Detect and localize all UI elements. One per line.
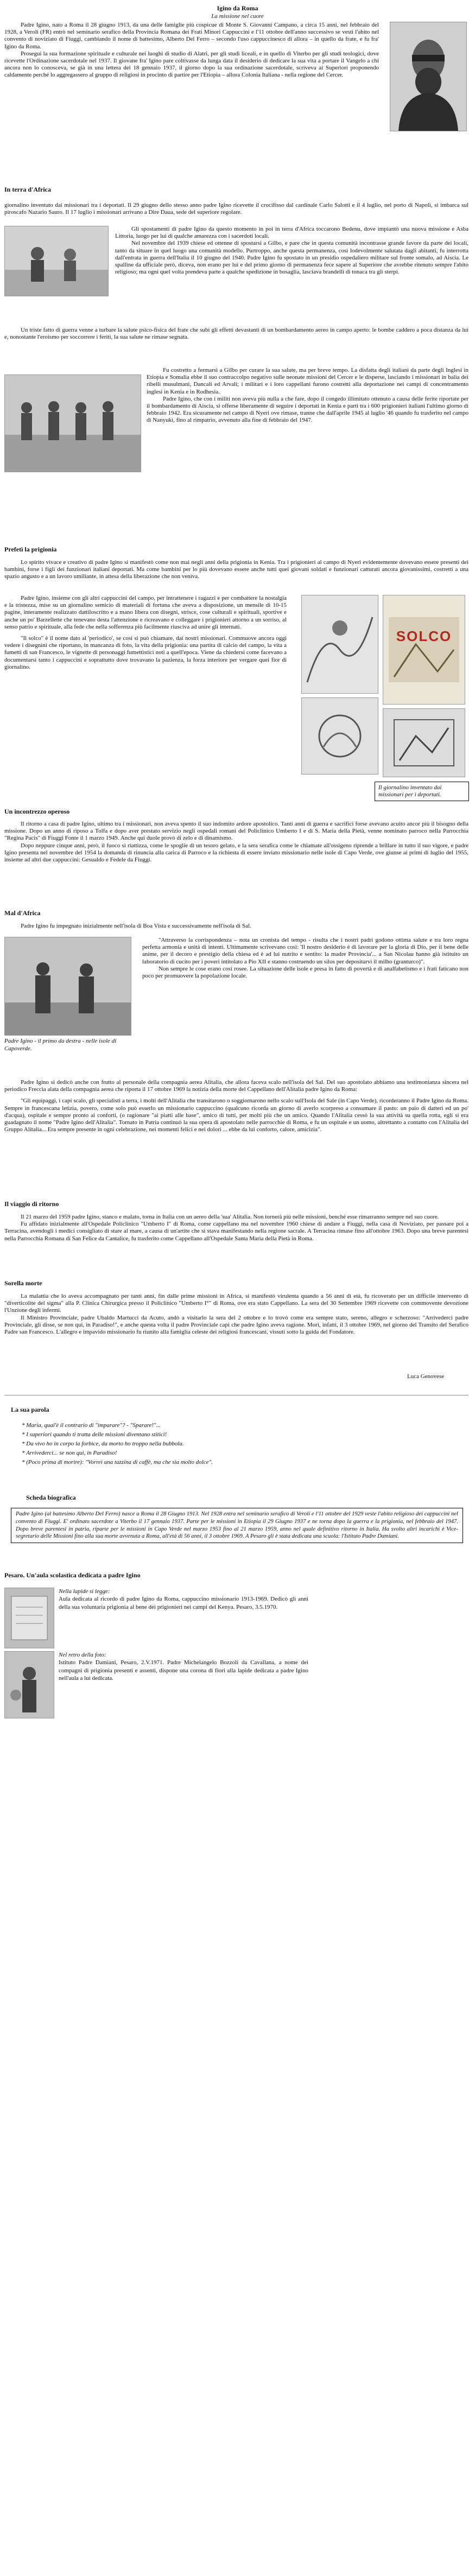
- capoverde-caption: Padre Igino - il primo da destra - nelle isole di Capoverde.: [4, 1038, 117, 1052]
- author-signature: Luca Genovese: [407, 1373, 445, 1380]
- solco-cover-image: [383, 595, 465, 704]
- portrait-photo: [390, 22, 467, 131]
- africa-paragraph-6: Padre Igino, che con i militi non aveva più nulla a che fare, dopo il congedo illimitato ottenuto a causa delle ferite riportate per il bombardamento di Aiscia, si offerse liberamente di seguire i deportati in Kenia e partì tra i 600 prigionieri italiani l'ultimo giorno di febbraio 1942. Era sicuramente nel campo di Nyeri ove rimase, tranne che dall'aprile 1945 al luglio '46 quando fu trasferito nel campo di Nanyuki, fino al rimpatrio, avvenuto alla fine di febbraio del 1947.: [147, 395, 468, 424]
- list-item: * Arrivederci... se non qui, in Paradiso!: [22, 1450, 117, 1457]
- quotes-list: [22, 1421, 213, 1467]
- africa-paragraph-4: Un triste fatto di guerra venne a turbare la salute psico-fisica del frate che subì gli effetti devastanti di un bombardamento aereo in campo aperto: le bombe caddero a poca distanza da lui e, nonostante l'eroismo per soccorrere i feriti, la sua salute ne rimase segnata.: [4, 327, 468, 341]
- title-block: [0, 4, 475, 21]
- africa-text-block: [115, 226, 468, 276]
- ritorno-text: [4, 1214, 468, 1242]
- incontro-paragraph-2: Dopo neppure cinque anni, però, il fuoco si riattizza, come le spoglie di un tesoro gelato, e la sera serafica come le chiamate all'ossigeno riprende a brillare in tutto il suo vigore, e padre Igino presenta nel novembre del 1954 la domanda di rinuncia alla carica di Parroco e la richiesta di essere inviato missionario nelle isole di Capo Verde, ove giunse ai primi di luglio del 1955, insieme ad altri due cappuccini: Gesualdo e Fedele da Fiuggi.: [4, 842, 468, 863]
- heading-ritorno: Il viaggio di ritorno: [4, 1200, 59, 1208]
- plaque-photo: [4, 1588, 54, 1648]
- incontro-text: [4, 821, 468, 864]
- solco-caption-box: Il giornalino inventato dai missionari per i deportati.: [375, 782, 469, 801]
- mal-africa-text-2: [4, 1079, 468, 1133]
- plaque-text: Aula dedicata al ricordo di padre Igino da Roma, cappuccino missionario 1913-1969. Dedicò gli anni della sua voluntaria prigionia al bene dei prigionieri nei campi del Kenya. Pesaro, 3.5.1970.: [59, 1596, 308, 1610]
- africa-paragraph-5: Fu costretto a fermarsi a Gilbo per curare la sua salute, ma per breve tempo. La disfatta degli italiani da parte degli Inglesi in Etiopia e Somalia ebbe il suo contraccolpo negativo sulle neonate missioni del Cercer e le disperse, lasciando i missionari in balìa dei ribelli musulmani, Dancali ed Arvali; i militari e i loro cappellani furono costretti alla deportazione nei campi di concentramento inglesi in Kenia e in Rodhesia.: [147, 367, 468, 395]
- incontro-paragraph-1: Il ritorno a casa di padre Igino, ultimo tra i missionari, non aveva spento il suo indomito ardore apostolico. Tanti anni di guerra e sacrifici forse avevano acuito ancor più il bisogno della missione. Dopo un anno di riposo a Tolfa e dopo aver prestato servizio negli ospedali romani del Policlinico Umberto I e di S. Maria della Pietà, venne nominato parroco nella Parrocchia "Regina Pacis" di Fiuggi Fonte il 1 marzo 1949. Anche qui duole provò di zelo e di dinamismo.: [4, 821, 468, 842]
- solco-cover-title: SOLCO: [396, 628, 452, 644]
- list-item: * (Poco prima di morire): "Vorrei una tazzina di caffè, ma che sia molto dolce".: [22, 1459, 213, 1466]
- prigionia-paragraph-3: "Il solco" è il nome dato al 'periodico', se così si può chiamare, dai nostri missionari. Commuove ancora oggi vedere i disegnini che riportano, in mancanza di foto, la vita della prigionia: una partita di calcio del campo, la vita a fumetti di san Francesco, le vignette di personaggi fumettistici noti a quell'epoca. Viene da chiedersi come facevano a documentarsi tanto i cappuccini e soprattutto dove trovavano la pazienza, la forza interiore per vergare quei fior di giornalino.: [4, 635, 287, 670]
- africa-paragraph-3: Nel novembre del 1939 chiese ed ottenne di spostarsi a Gilbo, e pare che in questa comunità incontrasse grande favore da parte dei locali, tanto da situare in quel luogo una comunità modello. Purtroppo, anche questa permanenza, così lodevolmente salutata dagli abitanti, fu interrotta dall'entrata in guerra dell'Italia il 10 giugno del 1940. Padre Igino fu spostato in un presidio ospedaliero militare sul fronte somalo, ad Aiscia. Le spalline da ufficiale però, diceva, non erano per lui e del primo giorno di permanenza fece sapere al Superiore che avrebbe ritenuto sempre l'abito religioso; ma ogni quel volta prendeva parte a qualche spedizione in bosaglia, lasciava brandelli di tonaca tra gli sterpi.: [115, 240, 468, 276]
- heading-scuola: Pesaro. Un'aula scolastica dedicata a padre Igino: [4, 1571, 141, 1579]
- solco-drawing-image: [302, 595, 378, 693]
- solco-drawing-2-image: [302, 698, 378, 774]
- africa-photo-image: [5, 226, 108, 296]
- list-item: * Da vivo ho in corpo la forbice, da morto ho troppo nella bubbola.: [22, 1441, 184, 1448]
- mal-africa-paragraph-2: "Attraverso la corrispondenza – nota un cronista del tempo - risulta che i nostri padri godono ottima salute e tra loro regna perfetta armonia e unità di intenti. Ultimamente scrivevano così: 'Il nostro desiderio è di lavorare per la gloria di Dio, per il bene delle anime, per il decoro e prestigio della chiesa ed è ad lui nutrito e sentito: la madre Provincia'... a San Nicolau hanno già istituito un laboratorio di cucito per i poveri intitolato a Pio XII e stanno costruendo un silos per depositarvi il milho (granturco)".: [142, 937, 468, 965]
- plaque-image: [5, 1588, 54, 1648]
- africa-paragraph-2: Gli spostamenti di padre Igino da questo momento in poi in terra d'Africa toccarono Bedenu, dove impiantò una nuova missione e Asba Littoria, luogo per lui di qualche amarezza con i sacerdoti locali.: [115, 226, 468, 240]
- intro-paragraph-2: Proseguì la sua formazione spirituale e culturale nei luoghi di studio di Alatri, per gli studi liceali, e in quello di Viterbo per gli studi teologici, dove ricevette l'Ordinazione sacerdotale nel 1937. Il giovane fra' Igino pare coltivasse da lunga data il desiderio di dedicare la sua vita a portare il Vangelo a chi ancora non lo conosceva, se già in una lettera del 18 gennaio 1937, il giorno dopo la sua ordinazione sacerdotale, scriveva ai Superiori proponendo caldamente perché lo aggregassero al gruppo di religiosi in procinto di partire per l'Etiopia – allora Colonia Italiana - nella regione del Cercer.: [4, 50, 379, 79]
- bio-box: Padre Igino (al battesimo Alberto Del Ferro) nasce a Roma il 28 Giugno 1913. Nel 1928 entra nel seminario serafico di Veroli e l'11 ottobre del 1929 veste l'abito religioso dei cappuccini nel convento di Fiuggi. E' ordinato sacerdote a Viterbo il 17 gennaio 1937. Parte per le missioni in Etiopia il 29 Giugno 1937 e ne torna dopo la guerra e la prigionia, nel febbraio del 1947. Dopo breve parentesi in patria, riparte per le missioni in Capo Verde nel marzo 1953 fino al 21 marzo 1959, anno nel quale definitivo ritorno in Italia. Ha svolto altri incarichi è Vice-segretario delle Missioni fino alla sua morte avvenuta a Roma, all'età di 56 anni, il 3 ottobre 1969. A Pesaro gli è stata dedicata una scuola: l'Istituto Padre Damiani.: [11, 1508, 463, 1543]
- ceremony-photo: [4, 1651, 54, 1718]
- capoverde-photo: [4, 937, 131, 1036]
- prigionia-paragraph-1: Lo spirito vivace e creativo di padre Igino si manifestò come non mai negli anni della prigionia in Kenia. Tra i prigionieri al campo di Nyeri evidentemente dovevano essere presenti dei bambini, forse i figli dei funzionari italiani deportati. Ma come bambini per lo più dovevano essere anche tutti quei giovani soldati e funzionari catturati ancora giovanissimi, costretti a una spazio angusto e a un lavoro umiliante, in attesa della liberazione che non veniva.: [4, 559, 468, 580]
- heading-scheda: Scheda biografica: [26, 1494, 76, 1501]
- africa-text-block-2: [4, 327, 468, 341]
- ceremony-image: [5, 1652, 54, 1718]
- prigionia-intro: [4, 559, 468, 581]
- ceremony-intro: Nel retro della foto:: [59, 1652, 106, 1658]
- morte-text: [4, 1293, 468, 1336]
- heading-parola: La sua parola: [11, 1406, 49, 1413]
- solco-cover: [383, 595, 465, 705]
- prigionia-paragraph-2: Padre Igino, insieme con gli altri cappuccini del campo, per intrattenere i ragazzi e per combattere la nostalgia e la tristezza, mise su un giornalino semicio di materiali di fortuna che aveva a disposizione, un mensile di 10-15 pagine, interamente realizzato dattiloscritto e a mano libera con disegni, strisce, cose culturali e spirituali, sportive e anche un po' Barzellette che tenevano desta l'attenzione e ricreavano e colleggare i prigionieri attorno a un sorriso, al senso patrio e spirituale, alla fede che nella sofferenza più facilmente riusciva ad unire gli internati.: [4, 595, 287, 630]
- prigionia-text-block: [4, 595, 287, 671]
- africa-mission-photo: [4, 226, 109, 296]
- heading-morte: Sorella morte: [4, 1279, 42, 1287]
- morte-paragraph-2: Il Ministro Provinciale, padre Ubaldo Martucci da Acuto, andò a visitarlo la sera del 2 ottobre e lo trovò come era sempre stato, sereno, allegro e scherzoso: "Arrivederci padre Provinciale, gli disse, se non qui, in Paradiso!", e anche questa volta il padre Provinciale capì che padre Igino aveva ragione. Morì, infatti, il 3 ottobre 1969, nel giorno del Transito del Serafico Padre san Francesco. L'allegro e impavido missionario fu riunito alla famiglia celeste dei religiosi francescani, vissuti sotto la guida del Fondatore.: [4, 1314, 468, 1335]
- ritorno-paragraph-2: Fu affidato inizialmente all'Ospedale Policlinico "Umberto I" di Roma, come cappellano ma nel novembre 1960 chiese di andare a Fiuggi, nella casa di Noviziato, per passare poi a Terracina, avendogli i medici consigliato di stare al mare, a causa di un'artite che si stava manifestando nella regione sacrale. A Terracina rimase fino all'ottobre 1963. Dopo una breve parentesi nella Parrocchia Romana di San Felice da Cantalice, fu trasferito come Cappellano all'Ospedale Santa Maria della Pietà in Roma.: [4, 1221, 468, 1242]
- ceremony-text: Istituto Padre Damiani, Pesaro, 2.V.1971. Padre Michelangelo Bozzoli da Cavallana, a nome dei compagni di prigionia presenti e assenti, dispone una corona di fiori alla lapide dedicata a padre Igino nell'aula a lui dedicata.: [59, 1659, 308, 1682]
- list-item: * I superiori quando ti tratta delle missioni diventano stitici!: [22, 1431, 167, 1438]
- solco-drawing-3-image: [383, 709, 465, 777]
- intro-paragraph-1: Padre Igino, nato a Roma il 28 giugno 1913, da una delle famiglie più cospicue di Monte S. Giovanni Campano, a circa 15 anni, nel febbraio del 1928, a Veroli (FR) entrò nel seminario serafico della Provincia Romana dei Frati Minori Cappuccini e l'11 ottobre dell'anno successivo se vestì l'abito nel convento di noviziato di Fiuggi, cambiando il nome di battesimo, Alberto Del Ferro – secondo l'uso cappuccinesco di allora – in quello da frate, e fu fra' Igino da Roma.: [4, 22, 379, 50]
- solco-drawing-1: [301, 595, 378, 694]
- mal-africa-intro: [4, 923, 468, 930]
- page-title: Igino da Roma: [217, 4, 258, 12]
- mal-africa-paragraph-1: Padre Igino fu impegnato inizialmente nell'isola di Boa Vista e successivamente nell'isola di Sal.: [21, 923, 251, 929]
- solco-drawing-2: [301, 697, 378, 775]
- intro-section: [4, 22, 379, 79]
- africa-paragraph-1: giornalino inventato dai missionari tra i deportati. Il 29 giugno dello stesso anno padre Igino ricevette il crocifisso dal cardinale Carlo Salotti e il 4 luglio, nel porto di Napoli, si imbarca sul piroscafo Nazario Sauro. Il 17 luglio i missionari arrivano a Dire Daua, sede del superiore regolare.: [4, 202, 468, 216]
- portrait-image: [390, 22, 466, 131]
- plaque-text-block: [59, 1588, 308, 1611]
- plaque-intro: Nella lapide si legge:: [59, 1588, 110, 1595]
- heading-africa: In terra d'Africa: [4, 186, 51, 193]
- page-subtitle: La missione nel cuore: [211, 13, 264, 20]
- solco-drawing-3: [383, 708, 465, 777]
- heading-mal-africa: Mal d'Africa: [4, 909, 41, 917]
- capoverde-photo-image: [5, 937, 131, 1035]
- list-item: * Maria, qual'è il contrario di "imparare"? - "Sparare!"...: [22, 1422, 161, 1429]
- mal-africa-paragraph-4: Padre Igino si dedicò anche con frutto al personale della compagnia aerea Alitalia, che allora faceva scalo nell'isola del Sal. Del suo apostolato abbiamo una testimonianza sincera nel periodico Freccia alata della compagnia aerea che riporta il 17 ottobre 1969 la notizia della morte del Cappellano dell'Alitalia padre Igino da Roma:: [4, 1079, 468, 1093]
- africa-text-block-3: [4, 367, 468, 424]
- africa-paragraph-5-wrap: [147, 367, 468, 424]
- mal-africa-paragraph-5: "Gli equipaggi, i capi scalo, gli specialisti a terra, i molti dell'Alitalia che transitarono o soggiornarono nello scalo sull'Isola del Sale (in Capo Verde), ricorderanno il Padre Igino da Roma. Sempre in francescana letizia, povero, come solo può esserlo un missionario cappuccino (qualcuno ricorda un giorno di averlo scorpreso a consumare il pasto: un paio di datteri ed un po' d'acqua), ospitale e sempre pronto ai conforti, (o ragionare "ai piatti alle base", amico di tutti, per molti più che un amico. Quando l'Alitalia cessò la sua attività su quella rotta, egli si era guadagnato il nome "Padre Igino dell'Alitalia". Tornato in Patria continuò la sua opera di apostolato nelle parrocchie di Roma, e fu un ospitale e un uomo, altrettanto a contatto con l'Alitalia del Gruppo Alitalia... Era sempre presente in ogni celebrazione, nei momenti felici e nei dolori ... ebbe da lui conforto, calore, amicizia".: [4, 1097, 468, 1133]
- heading-incontro: Un incontrezzo operoso: [4, 808, 70, 815]
- ritorno-paragraph-1: Il 21 marzo del 1959 padre Igino, stanco e malato, torna in Italia con un aereo della 'sua' Alitalia. Non tornerà più nelle missioni, benché esse rimarranno sempre nel suo cuore.: [21, 1214, 439, 1220]
- ceremony-text-block: [59, 1651, 308, 1682]
- morte-paragraph-1: La malattia che lo aveva accompagnato per tanti anni, fin dalle prime missioni in Africa, si manifestò virulenta quando a 56 anni di età, fu ricoverato per un difficile intervento di "diverticolite del sigma" alla P. Clinica Chirurgica presso il Policlinico "Umberto I°" di Roma, ove era stato Cappellano. La sera del 30 Settembre 1969 ricevette con commovente devozione l'Unzione degli infermi.: [4, 1293, 468, 1314]
- heading-prigionia: Prefetì la prigionia: [4, 545, 57, 553]
- africa-intro-text: [4, 202, 468, 216]
- mal-africa-quote-block: [142, 937, 468, 980]
- mal-africa-paragraph-3: Non sempre le cose erano così rosee. La situazione delle isole e presa in fatto di povertà e di analfabetismo e i frati faticano non poco per promuovere la popolazione locale.: [142, 965, 468, 979]
